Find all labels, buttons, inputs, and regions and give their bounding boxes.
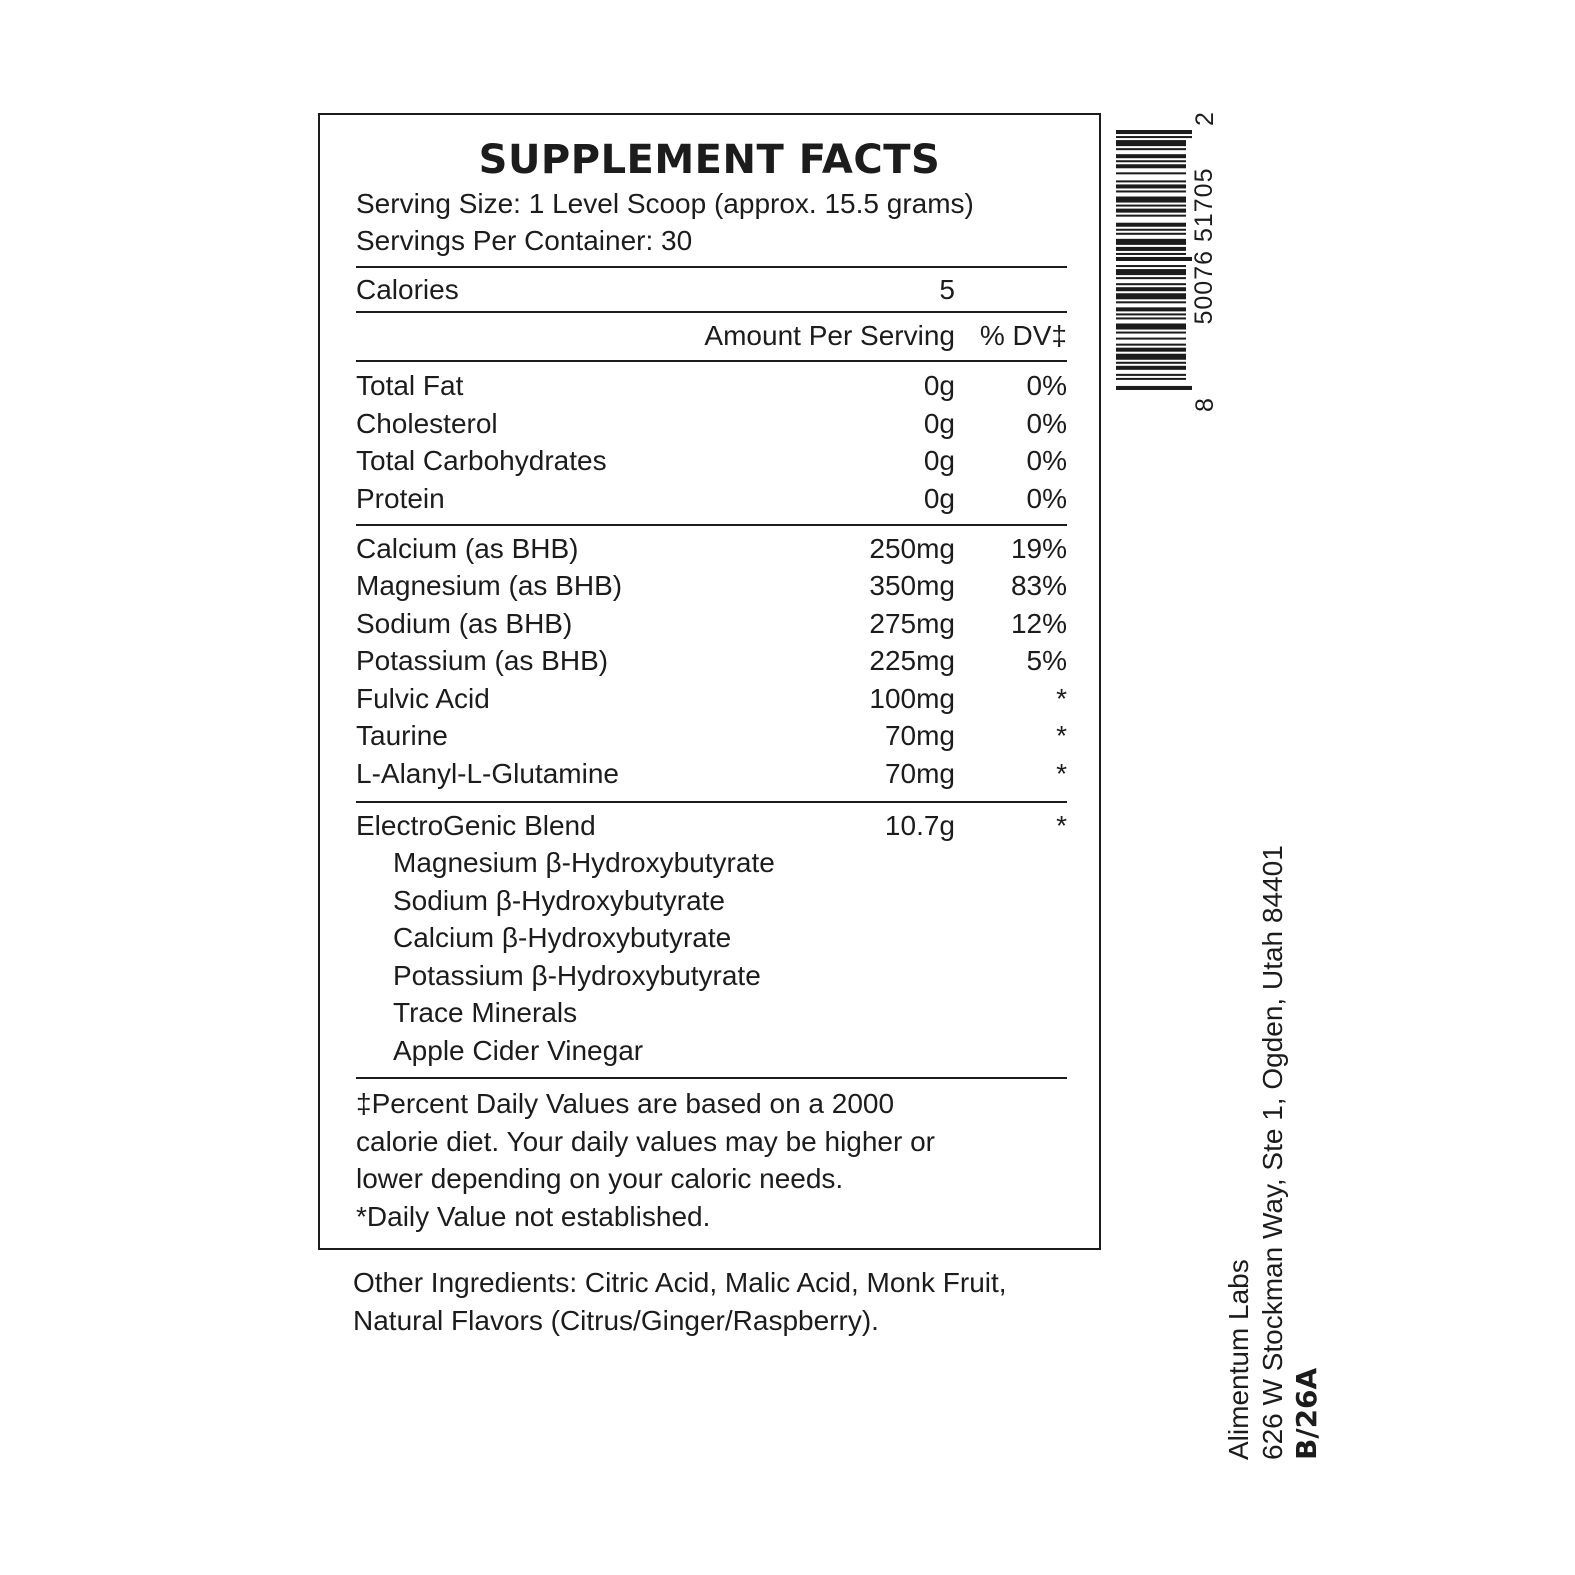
nutrient-name: Total Fat xyxy=(356,370,464,401)
divider-rule xyxy=(356,311,1067,313)
nutrient-dv: 0% xyxy=(1026,445,1067,476)
barcode-bar xyxy=(1116,223,1186,227)
nutrient-dv: 83% xyxy=(1010,570,1067,601)
nutrient-amount: 350mg xyxy=(869,570,955,601)
table-row xyxy=(356,642,1067,680)
divider-rule xyxy=(356,524,1067,526)
manufacturer-address: 626 W Stockman Way, Ste 1, Ogden, Utah 84401 xyxy=(1257,845,1288,1460)
blend-component: Sodium β-Hydroxybutyrate xyxy=(393,885,726,916)
barcode-bar xyxy=(1116,265,1186,267)
footnote-line: ‡Percent Daily Values are based on a 2000 xyxy=(356,1088,895,1119)
nutrient-dv: 19% xyxy=(1010,533,1067,564)
barcode-bar xyxy=(1116,362,1186,364)
table-row xyxy=(356,755,1067,793)
barcode-bar xyxy=(1116,209,1186,213)
manufacturer-block xyxy=(1112,820,1323,1460)
barcode-bar xyxy=(1116,239,1186,245)
barcode-bar xyxy=(1116,130,1192,134)
barcode-bar xyxy=(1116,229,1186,231)
barcode-bar xyxy=(1116,348,1186,352)
barcode-bar xyxy=(1116,386,1192,390)
nutrient-amount: 70mg xyxy=(884,720,955,751)
barcode-bar xyxy=(1116,233,1186,235)
barcode-bar xyxy=(1116,180,1186,182)
table-row xyxy=(356,442,1067,480)
barcode-bar xyxy=(1116,154,1186,158)
nutrient-name: Sodium (as BHB) xyxy=(356,608,573,639)
barcode-bar xyxy=(1116,160,1186,162)
nutrient-name: L-Alanyl-L-Glutamine xyxy=(356,758,619,789)
nutrient-name: Calcium (as BHB) xyxy=(356,533,579,564)
table-row xyxy=(356,480,1067,518)
barcode-bar xyxy=(1116,338,1186,340)
daily-value-footnote xyxy=(356,1085,1046,1235)
serving-size: Serving Size: 1 Level Scoop (approx. 15.5 grams) xyxy=(356,188,974,219)
nutrient-amount: 250mg xyxy=(869,533,955,564)
panel-title: SUPPLEMENT FACTS xyxy=(478,137,941,183)
barcode-bar xyxy=(1116,366,1186,370)
barcode-bar xyxy=(1116,140,1186,146)
barcode-bar xyxy=(1116,136,1192,138)
table-row xyxy=(356,367,1067,405)
lot-code: B/26A xyxy=(1290,1367,1323,1460)
barcode-bar xyxy=(1116,378,1186,380)
blend-name: ElectroGenic Blend xyxy=(356,810,596,841)
nutrient-amount: 275mg xyxy=(869,608,955,639)
barcode-bar xyxy=(1116,164,1186,168)
footnote-line: *Daily Value not established. xyxy=(356,1200,711,1232)
nutrient-amount: 225mg xyxy=(869,645,955,676)
nutrient-dv: 12% xyxy=(1010,608,1067,639)
blend-row xyxy=(356,807,1067,845)
table-row xyxy=(356,717,1067,755)
nutrient-dv: 0% xyxy=(1026,370,1067,401)
divider-rule xyxy=(356,360,1067,362)
divider-rule xyxy=(356,266,1067,268)
barcode-bar xyxy=(1116,215,1186,217)
barcode-lead-digit: 8 xyxy=(1191,398,1219,412)
barcode-bar xyxy=(1116,190,1186,192)
nutrient-amount: 70mg xyxy=(884,758,955,789)
nutrient-name: Total Carbohydrates xyxy=(356,445,607,476)
barcode-bar xyxy=(1116,374,1186,376)
barcode-bar xyxy=(1116,172,1186,174)
barcode-bar xyxy=(1116,184,1186,188)
nutrient-name: Protein xyxy=(356,483,445,514)
barcode-bar xyxy=(1116,293,1186,299)
nutrient-dv: * xyxy=(1056,683,1067,714)
nutrient-dv: 0% xyxy=(1026,483,1067,514)
table-row xyxy=(356,530,1067,568)
barcode-bar xyxy=(1116,313,1186,315)
barcode-icon xyxy=(1116,130,1192,392)
barcode-bar xyxy=(1116,301,1186,303)
divider-rule xyxy=(356,1077,1067,1079)
calories-label: Calories xyxy=(356,274,459,305)
barcode-number xyxy=(1186,108,1224,418)
blend-component: Potassium β-Hydroxybutyrate xyxy=(393,960,761,991)
other-ingredients-line: Other Ingredients: Citric Acid, Malic Acid, Monk Fruit, xyxy=(353,1267,1007,1298)
other-ingredients-line: Natural Flavors (Citrus/Ginger/Raspberry). xyxy=(353,1304,879,1336)
manufacturer-name: Alimentum Labs xyxy=(1223,1259,1254,1460)
calories-row xyxy=(356,271,1067,309)
nutrient-dv: 0% xyxy=(1026,408,1067,439)
nutrient-dv: * xyxy=(1056,758,1067,789)
footnote-line: lower depending on your caloric needs. xyxy=(356,1163,844,1194)
blend-component: Calcium β-Hydroxybutyrate xyxy=(393,922,732,953)
barcode-main-digits: 50076 51705 xyxy=(1190,167,1218,325)
supplement-facts-panel xyxy=(318,113,1101,1250)
table-row xyxy=(356,405,1067,443)
barcode-bar xyxy=(1116,323,1186,329)
nutrient-amount: 0g xyxy=(923,408,955,439)
barcode-bar xyxy=(1116,283,1186,285)
footnote-line: calorie diet. Your daily values may be higher or xyxy=(356,1125,936,1157)
blend-dv: * xyxy=(1056,810,1067,841)
barcode-bar xyxy=(1116,332,1186,334)
nutrient-amount: 100mg xyxy=(869,683,955,714)
table-row xyxy=(356,605,1067,643)
barcode-bar xyxy=(1116,287,1186,291)
nutrient-dv: * xyxy=(1056,720,1067,751)
header-daily-value: % DV‡ xyxy=(979,320,1067,351)
barcode-bar xyxy=(1116,205,1186,207)
barcode-bar xyxy=(1116,257,1192,261)
nutrient-dv: 5% xyxy=(1026,645,1067,676)
nutrient-name: Potassium (as BHB) xyxy=(356,645,609,676)
nutrient-amount: 0g xyxy=(923,445,955,476)
column-header-row xyxy=(356,317,1067,355)
header-amount-per-serving: Amount Per Serving xyxy=(704,320,955,351)
nutrient-name: Taurine xyxy=(356,720,448,751)
blend-component: Magnesium β-Hydroxybutyrate xyxy=(393,847,775,878)
barcode-bar xyxy=(1116,277,1186,279)
barcode-bar xyxy=(1116,197,1186,203)
barcode-check-digit: 2 xyxy=(1191,112,1219,126)
blend-component: Trace Minerals xyxy=(393,997,578,1028)
nutrient-name: Magnesium (as BHB) xyxy=(356,570,623,601)
barcode-bar xyxy=(1116,354,1186,360)
table-row xyxy=(356,567,1067,605)
nutrient-amount: 0g xyxy=(923,370,955,401)
nutrient-name: Fulvic Acid xyxy=(356,683,490,714)
barcode-bar xyxy=(1116,317,1186,319)
blend-component: Apple Cider Vinegar xyxy=(393,1035,644,1066)
other-ingredients xyxy=(353,1264,1093,1339)
servings-per-container: Servings Per Container: 30 xyxy=(356,225,693,256)
nutrient-name: Cholesterol xyxy=(356,408,498,439)
table-row xyxy=(356,680,1067,718)
divider-rule xyxy=(356,801,1067,803)
blend-amount: 10.7g xyxy=(884,810,955,841)
barcode-bar xyxy=(1116,344,1186,346)
nutrient-amount: 0g xyxy=(923,483,955,514)
barcode-bar xyxy=(1116,253,1186,255)
barcode-bar xyxy=(1116,247,1186,251)
calories-value: 5 xyxy=(939,274,955,305)
barcode-bar xyxy=(1116,269,1186,275)
barcode-bar xyxy=(1116,307,1186,311)
barcode-bar xyxy=(1116,148,1186,150)
